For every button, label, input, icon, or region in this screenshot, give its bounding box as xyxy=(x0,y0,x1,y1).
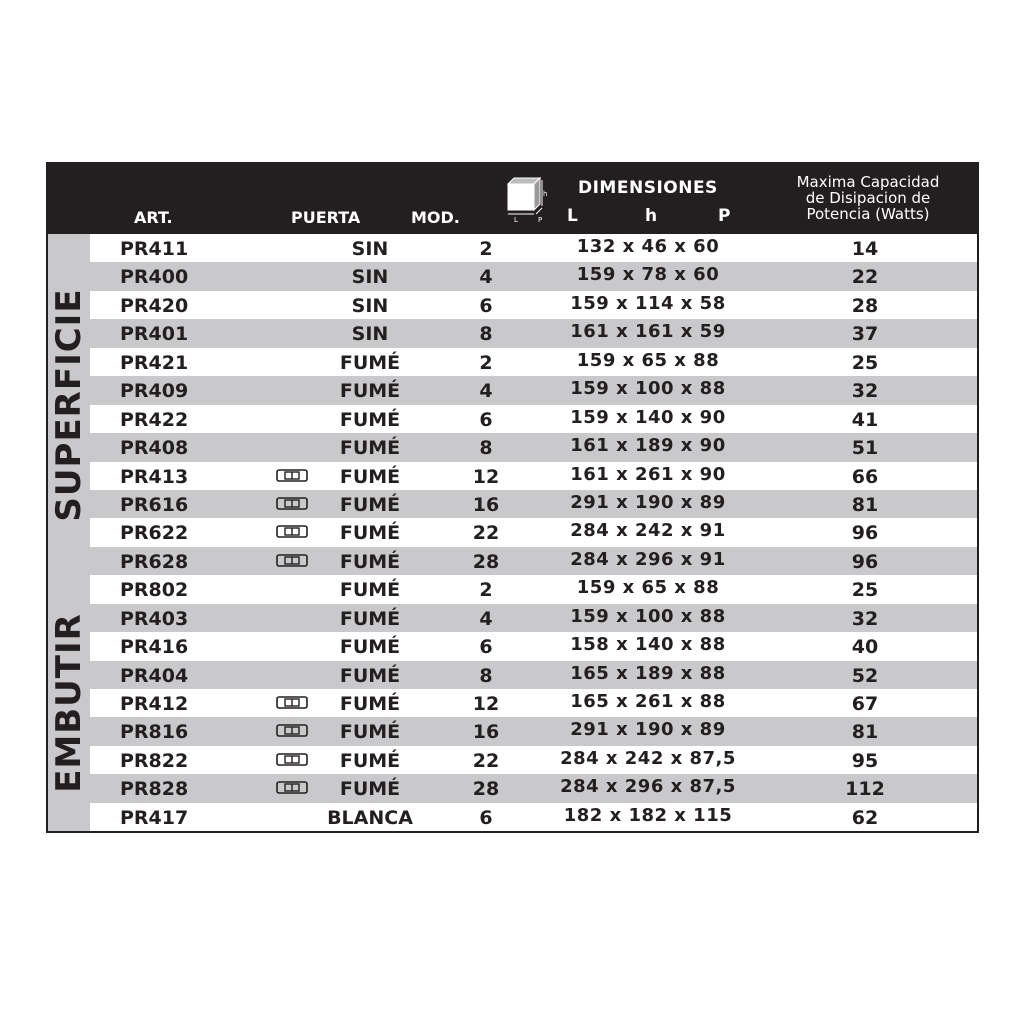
group-label-superficie: SUPERFICIE xyxy=(49,287,89,522)
puerta-cell: BLANCA xyxy=(327,806,413,829)
mod-cell: 4 xyxy=(479,380,493,403)
header-puerta: PUERTA xyxy=(291,208,361,227)
watts-cell: 81 xyxy=(851,493,879,516)
puerta-cell: FUMÉ xyxy=(339,664,401,687)
mod-cell: 16 xyxy=(472,721,500,744)
mod-cell: 8 xyxy=(479,323,493,346)
puerta-cell: SIN xyxy=(351,266,389,289)
watts-cell: 14 xyxy=(851,238,879,260)
art-cell: PR421 xyxy=(120,351,189,374)
table-row xyxy=(90,632,977,660)
watts-cell: 25 xyxy=(851,579,879,602)
watts-cell: 62 xyxy=(851,806,879,829)
art-cell: PR411 xyxy=(120,238,189,260)
art-cell: PR408 xyxy=(120,437,189,460)
dimensions-cell: 159 x 100 x 88 xyxy=(570,605,726,627)
mod-cell: 6 xyxy=(479,294,493,317)
table-row xyxy=(90,803,977,831)
mod-cell: 22 xyxy=(472,522,500,545)
watts-cell: 32 xyxy=(851,380,879,403)
puerta-cell: FUMÉ xyxy=(339,607,401,630)
dimensions-cell: 182 x 182 x 115 xyxy=(563,804,733,826)
art-cell: PR413 xyxy=(120,465,189,488)
art-cell: PR416 xyxy=(120,636,189,659)
art-cell: PR409 xyxy=(120,380,189,403)
table-row xyxy=(90,405,977,433)
table-row xyxy=(90,348,977,376)
puerta-cell: FUMÉ xyxy=(339,636,401,659)
dimensions-cell: 284 x 296 x 87,5 xyxy=(560,776,736,798)
puerta-cell: FUMÉ xyxy=(339,778,401,801)
art-cell: PR628 xyxy=(120,550,189,573)
watts-cell: 95 xyxy=(851,749,879,772)
dimensions-cell: 161 x 189 x 90 xyxy=(570,435,726,457)
art-cell: PR404 xyxy=(120,664,189,687)
art-cell: PR816 xyxy=(120,721,189,744)
art-cell: PR400 xyxy=(120,266,189,289)
mod-cell: 6 xyxy=(479,806,493,829)
header-capacity-line2: de Disipacion de xyxy=(805,189,931,207)
art-cell: PR417 xyxy=(120,806,189,829)
mod-cell: 6 xyxy=(479,636,493,659)
art-cell: PR622 xyxy=(120,522,189,545)
table-row xyxy=(90,376,977,404)
mod-cell: 4 xyxy=(479,607,493,630)
watts-cell: 28 xyxy=(851,294,879,317)
art-cell: PR403 xyxy=(120,607,189,630)
puerta-cell: FUMÉ xyxy=(339,749,401,772)
watts-cell: 41 xyxy=(851,408,879,431)
mod-cell: 2 xyxy=(479,238,493,260)
table-row xyxy=(90,604,977,632)
art-cell: PR420 xyxy=(120,294,189,317)
dimensions-cell: 159 x 114 x 58 xyxy=(570,292,726,314)
table-header xyxy=(48,164,977,234)
table-row xyxy=(90,746,977,774)
table-row xyxy=(90,717,977,745)
watts-cell: 96 xyxy=(851,522,879,545)
puerta-cell: SIN xyxy=(351,294,389,317)
table-row xyxy=(90,575,977,603)
puerta-cell: FUMÉ xyxy=(339,522,401,545)
header-mod: MOD. xyxy=(411,208,460,227)
mod-cell: 8 xyxy=(479,437,493,460)
table-row xyxy=(90,689,977,717)
art-cell: PR828 xyxy=(120,778,189,801)
box-dimensions-icon xyxy=(502,172,548,222)
watts-cell: 32 xyxy=(851,607,879,630)
puerta-cell: FUMÉ xyxy=(339,437,401,460)
mod-cell: 6 xyxy=(479,408,493,431)
dimensions-cell: 159 x 65 x 88 xyxy=(576,349,720,371)
art-cell: PR822 xyxy=(120,749,189,772)
watts-cell: 25 xyxy=(851,351,879,374)
art-cell: PR412 xyxy=(120,693,189,715)
header-art: ART. xyxy=(134,208,173,227)
dimensions-cell: 291 x 190 x 89 xyxy=(570,491,726,513)
dimensions-cell: 161 x 261 x 90 xyxy=(570,463,726,485)
puerta-cell: FUMÉ xyxy=(339,408,401,431)
mod-cell: 8 xyxy=(479,664,493,687)
dimensions-cell: 165 x 261 x 88 xyxy=(570,691,726,712)
dimensions-cell: 161 x 161 x 59 xyxy=(570,321,726,343)
table-row xyxy=(90,661,977,689)
puerta-cell: FUMÉ xyxy=(339,579,401,602)
table-row xyxy=(90,462,977,490)
mod-cell: 28 xyxy=(472,778,500,801)
group-embutir xyxy=(48,575,90,831)
header-capacity xyxy=(768,174,968,222)
watts-cell: 40 xyxy=(851,636,879,659)
dimensions-cell: 284 x 296 x 91 xyxy=(570,548,726,570)
puerta-cell: FUMÉ xyxy=(339,380,401,403)
mod-cell: 12 xyxy=(472,465,500,488)
mod-cell: 2 xyxy=(479,579,493,602)
svg-text:h: h xyxy=(543,190,548,198)
dimensions-cell: 165 x 189 x 88 xyxy=(570,662,726,684)
puerta-cell: FUMÉ xyxy=(339,493,401,516)
watts-cell: 81 xyxy=(851,721,879,744)
table-row xyxy=(90,433,977,461)
table-row xyxy=(90,319,977,347)
group-superficie xyxy=(48,234,90,575)
watts-cell: 112 xyxy=(845,778,885,801)
dimensions-cell: 291 x 190 x 89 xyxy=(570,719,726,741)
mod-cell: 22 xyxy=(472,749,500,772)
watts-cell: 52 xyxy=(851,664,879,687)
header-dimensiones: DIMENSIONES xyxy=(578,178,718,198)
svg-text:L: L xyxy=(514,216,518,222)
watts-cell: 67 xyxy=(851,693,879,715)
puerta-cell: SIN xyxy=(351,323,389,346)
puerta-cell: FUMÉ xyxy=(339,721,401,744)
dimensions-cell: 132 x 46 x 60 xyxy=(576,236,720,257)
dimensions-cell: 284 x 242 x 91 xyxy=(570,520,726,542)
mod-cell: 28 xyxy=(472,550,500,573)
product-table xyxy=(46,162,979,833)
header-dim-l: L xyxy=(567,206,578,226)
table-row xyxy=(90,234,977,262)
mod-cell: 16 xyxy=(472,493,500,516)
art-cell: PR802 xyxy=(120,579,189,602)
table-row xyxy=(90,291,977,319)
mod-cell: 12 xyxy=(472,693,500,715)
dimensions-cell: 284 x 242 x 87,5 xyxy=(560,747,736,769)
group-label-embutir: EMBUTIR xyxy=(49,613,89,793)
header-capacity-line1: Maxima Capacidad xyxy=(796,173,940,191)
dimensions-cell: 159 x 78 x 60 xyxy=(576,264,720,286)
mod-cell: 4 xyxy=(479,266,493,289)
puerta-cell: FUMÉ xyxy=(339,465,401,488)
table-row xyxy=(90,547,977,575)
puerta-cell: FUMÉ xyxy=(339,550,401,573)
dimensions-cell: 158 x 140 x 88 xyxy=(570,634,726,656)
header-dim-p: P xyxy=(718,206,731,226)
svg-text:P: P xyxy=(538,216,543,222)
table-row xyxy=(90,262,977,290)
header-dim-h: h xyxy=(645,206,658,226)
mod-cell: 2 xyxy=(479,351,493,374)
table-row xyxy=(90,774,977,802)
puerta-cell: FUMÉ xyxy=(339,351,401,374)
puerta-cell: FUMÉ xyxy=(339,693,401,715)
watts-cell: 22 xyxy=(851,266,879,289)
watts-cell: 66 xyxy=(851,465,879,488)
table-row xyxy=(90,490,977,518)
puerta-cell: SIN xyxy=(351,238,389,260)
art-cell: PR401 xyxy=(120,323,189,346)
header-capacity-line3: Potencia (Watts) xyxy=(806,205,930,223)
watts-cell: 37 xyxy=(851,323,879,346)
dimensions-cell: 159 x 140 x 90 xyxy=(570,406,726,428)
art-cell: PR422 xyxy=(120,408,189,431)
watts-cell: 51 xyxy=(851,437,879,460)
table-row xyxy=(90,518,977,546)
art-cell: PR616 xyxy=(120,493,189,516)
dimensions-cell: 159 x 65 x 88 xyxy=(576,577,720,599)
dimensions-cell: 159 x 100 x 88 xyxy=(570,378,726,400)
watts-cell: 96 xyxy=(851,550,879,573)
table-body xyxy=(90,234,977,831)
